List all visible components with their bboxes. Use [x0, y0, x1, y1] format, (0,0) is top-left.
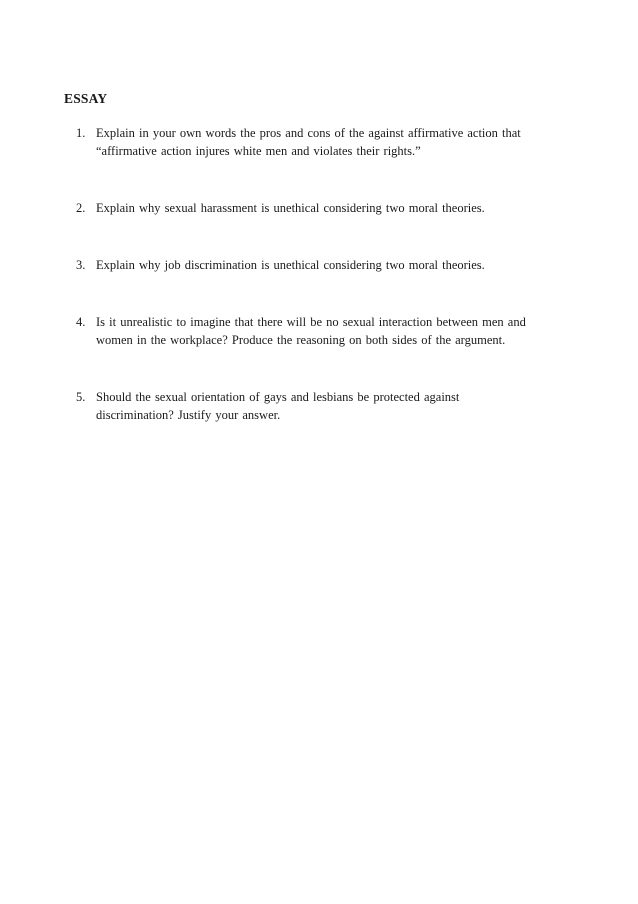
question-number: 5. — [76, 390, 86, 404]
question-item-4 — [64, 313, 584, 349]
question-text: Should the sexual orientation of gays and lesbians be protected against discrimination? Justify your answer. — [96, 390, 460, 422]
question-number: 2. — [76, 201, 86, 215]
question-item-2 — [64, 199, 584, 217]
question-number: 3. — [76, 258, 86, 272]
question-list — [64, 124, 584, 424]
question-text: Is it unrealistic to imagine that there will be no sexual interaction between men and women in the workplace? Produce the reasoning on both sides of the argument. — [96, 315, 526, 347]
essay-heading: ESSAY — [64, 91, 108, 106]
question-number: 4. — [76, 315, 86, 329]
question-number: 1. — [76, 126, 86, 140]
question-text: Explain why job discrimination is unethical considering two moral theories. — [96, 258, 485, 272]
question-text: Explain in your own words the pros and cons of the against affirmative action that “affirmative action injures white men and violates their rights.” — [96, 126, 521, 158]
question-item-5 — [64, 388, 584, 424]
question-text: Explain why sexual harassment is unethical considering two moral theories. — [96, 201, 485, 215]
question-item-3 — [64, 256, 584, 274]
question-item-1 — [64, 124, 584, 160]
